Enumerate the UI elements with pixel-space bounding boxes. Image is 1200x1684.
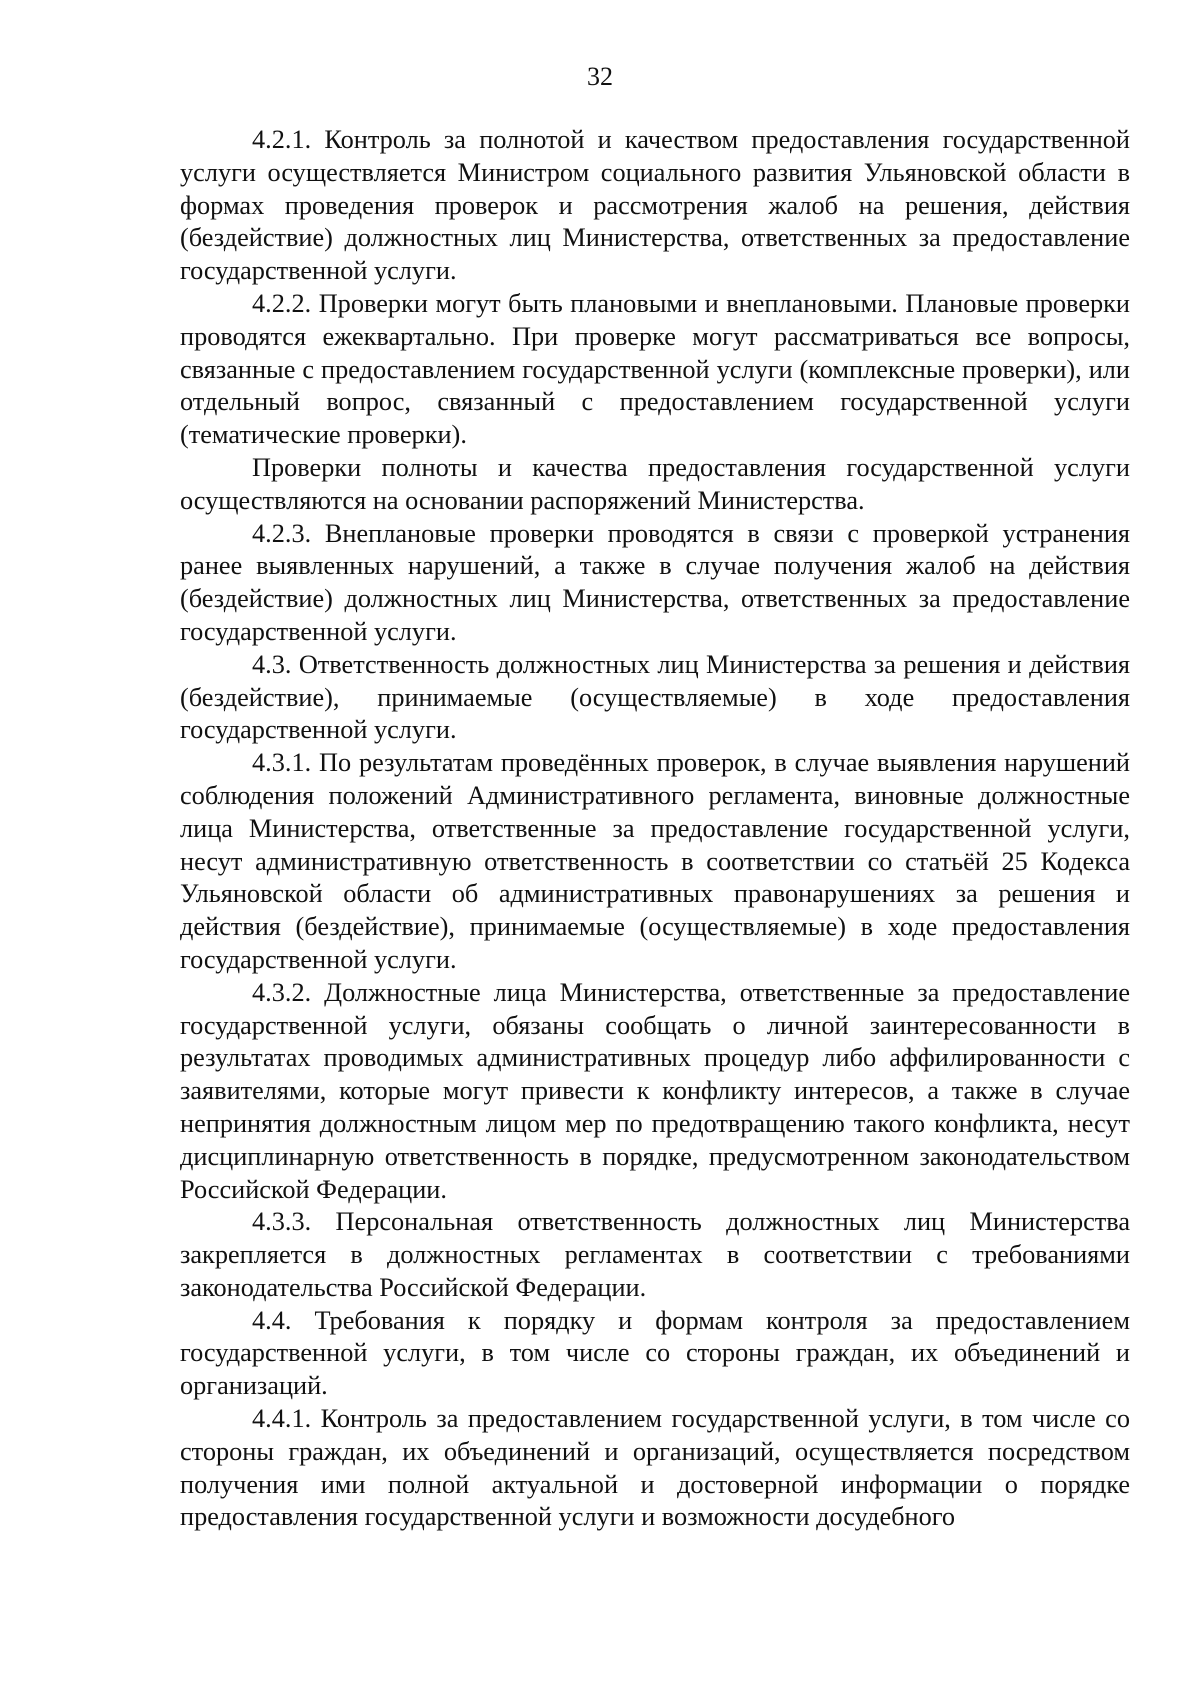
paragraph-4-3-3: 4.3.3. Персональная ответственность должностных лиц Министерства закрепляется в должностных регламентах в соответствии с требованиями законодательства Российской Федерации.: [180, 1207, 1130, 1302]
paragraph-4-2-2: 4.2.2. Проверки могут быть плановыми и внеплановыми. Плановые проверки проводятся ежеквартально. При проверке могут рассматриваться все вопросы, связанные с предоставлением государственной услуги (комплексные проверки), или отдельный вопрос, связанный с предоставлением государственной услуги (тематические проверки).: [180, 288, 1130, 450]
paragraph-4-2-1: 4.2.1. Контроль за полнотой и качеством предоставления государственной услуги осуществляется Министром социального развития Ульяновской области в формах проведения проверок и рассмотрения жалоб на решения, действия (бездействие) должностных лиц Министерства, ответственных за предоставление государственной услуги.: [180, 125, 1130, 286]
paragraph-4-3-2: 4.3.2. Должностные лица Министерства, ответственные за предоставление государственной услуги, обязаны сообщать о личной заинтересованности в результатах проводимых административных процедур либо аффилированности с заявителями, которые могут привести к конфликту интересов, а также в случае непринятия должностным лицом мер по предотвращению такого конфликта, несут дисциплинарную ответственность в порядке, предусмотренном законодательством Российской Федерации.: [180, 977, 1130, 1204]
paragraph-4-3: 4.3. Ответственность должностных лиц Министерства за решения и действия (бездействие), принимаемые (осуществляемые) в ходе предоставления государственной услуги.: [180, 649, 1130, 745]
paragraph-4-4: 4.4. Требования к порядку и формам контроля за предоставлением государственной услуги, в том числе со стороны граждан, их объединений и организаций.: [180, 1305, 1130, 1401]
paragraph-4-3-1: 4.3.1. По результатам проведённых проверок, в случае выявления нарушений соблюдения положений Административного регламента, виновные должностные лица Министерства, ответственные за предоставление государственной услуги, несут административную ответственность в соответствии со статьёй 25 Кодекса Ульяновской области об административных правонарушениях за решения и действия (бездействие), принимаемые (осуществляемые) в ходе предоставления государственной услуги.: [180, 748, 1130, 974]
paragraph-inspections-basis: Проверки полноты и качества предоставления государственной услуги осуществляются на основании распоряжений Министерства.: [180, 452, 1130, 515]
page-number: 32: [587, 62, 613, 91]
paragraph-4-2-3: 4.2.3. Внеплановые проверки проводятся в связи с проверкой устранения ранее выявленных нарушений, а также в случае получения жалоб на действия (бездействие) должностных лиц Министерства, ответственных за предоставление государственной услуги.: [180, 518, 1130, 646]
paragraph-4-4-1: 4.4.1. Контроль за предоставлением государственной услуги, в том числе со стороны граждан, их объединений и организаций, осуществляется посредством получения ими полной актуальной и достоверной информации о порядке предоставления государственной услуги и возможности досудебного: [180, 1404, 1130, 1532]
document-body: [180, 124, 1130, 1534]
